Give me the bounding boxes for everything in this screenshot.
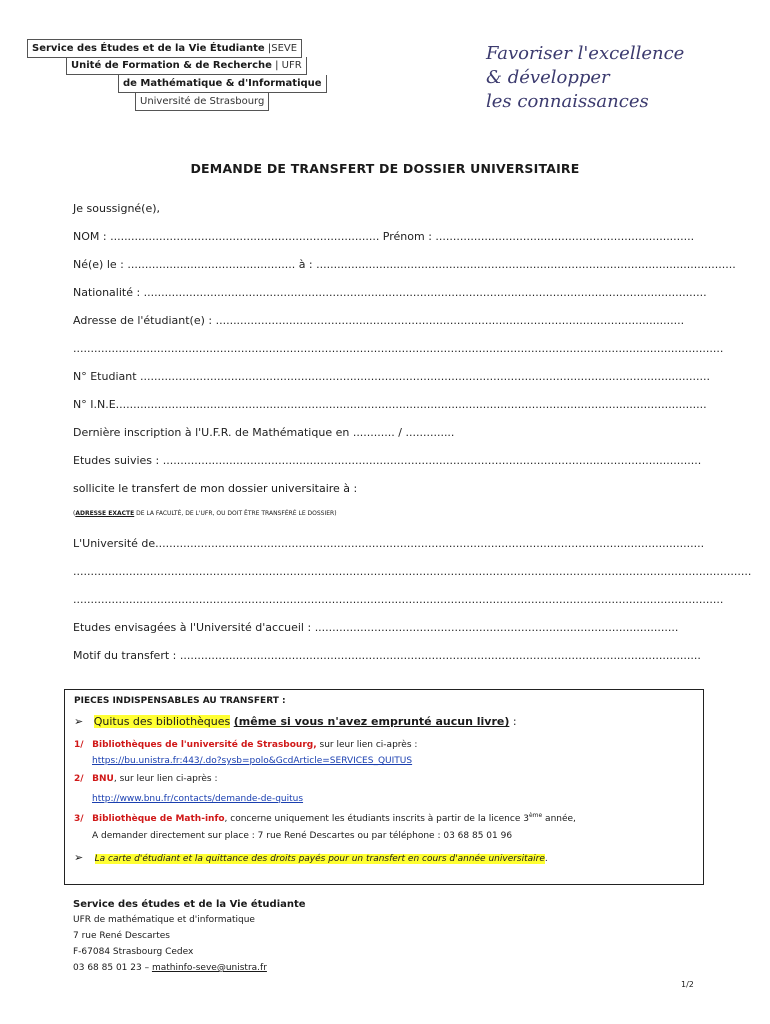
- header-ufr: UFR: [281, 60, 302, 71]
- item-3-line-2: A demander directement sur place : 7 rue René Descartes ou par téléphone : 03 68 85 01 96: [92, 831, 513, 841]
- motto-line-2: & développer: [486, 67, 610, 88]
- footer-title: Service des études et de la Vie étudiante: [73, 899, 306, 910]
- item-3-rest: , concerne uniquement les étudiants inscrits à partir de la licence 3: [224, 814, 529, 824]
- nationality-field[interactable]: Nationalité : .................................................................................................................................................................: [73, 286, 707, 299]
- footer-contact: [73, 963, 267, 973]
- arrow-icon: ➢: [74, 715, 84, 728]
- address-field-2[interactable]: ..........................................................................................................................................................................................: [73, 342, 724, 355]
- header-line-3: [118, 75, 327, 93]
- quitus-note: (même si vous n'avez emprunté aucun livre): [233, 715, 510, 728]
- documents-heading: PIECES INDISPENSABLES AU TRANSFERT :: [74, 696, 286, 706]
- item-3-number: 3/: [74, 814, 84, 824]
- quitus-label: Quitus des bibliothèques: [93, 715, 231, 728]
- address-note-rest: DE LA FACULTÉ, DE L'UFR, OU DOIT ÊTRE TRANSFÉRÉ LE DOSSIER: [134, 510, 335, 517]
- nom-field[interactable]: NOM : ............................................................................. Prénom : ..........................................................................: [73, 230, 695, 243]
- footer-email[interactable]: mathinfo-seve@unistra.fr: [151, 963, 267, 973]
- address-note: (ADRESSE EXACTE DE LA FACULTÉ, DE L'UFR, OU DOIT ÊTRE TRANSFÉRÉ LE DOSSIER): [73, 510, 337, 517]
- header-ufr-name: Unité de Formation & de Recherche: [71, 60, 272, 71]
- page-number: 1/2: [681, 980, 694, 989]
- motto-line-1: Favoriser l'excellence: [486, 43, 685, 64]
- request-text: sollicite le transfert de mon dossier universitaire à :: [73, 482, 358, 495]
- address-field[interactable]: Adresse de l'étudiant(e) : ......................................................................................................................................: [73, 314, 685, 327]
- ine-field[interactable]: N° I.N.E.........................................................................................................................................................................: [73, 398, 707, 411]
- item-2: [74, 774, 218, 784]
- header-line-1: Service des Études et de la Vie Étudiante |SEVE: [27, 39, 302, 58]
- carte-text: La carte d'étudiant et la quittance des droits payés pour un transfert en cours d'année universitaire: [94, 854, 545, 864]
- header-line-2: Unité de Formation & de Recherche | UFR: [66, 57, 307, 75]
- item-1-number: 1/: [74, 740, 84, 750]
- item-2-number: 2/: [74, 774, 84, 784]
- university-field-2[interactable]: ..................................................................................................................................................................................................: [73, 565, 752, 578]
- header-faculty: de Mathématique & d'Informatique: [123, 78, 322, 89]
- arrow-icon: ➢: [74, 851, 84, 864]
- carte-end: .: [544, 854, 548, 864]
- intro-text: Je soussigné(e),: [73, 202, 161, 215]
- carte-line: [74, 851, 548, 864]
- item-1-title: Bibliothèques de l'université de Strasbourg,: [92, 740, 317, 750]
- reason-field[interactable]: Motif du transfert : .....................................................................................................................................................: [73, 649, 701, 662]
- university-field[interactable]: L'Université de.............................................................................................................................................................: [73, 537, 705, 550]
- motto-line-3: les connaissances: [486, 91, 649, 112]
- item-2-title: BNU: [92, 774, 114, 784]
- required-documents-box: [64, 689, 704, 885]
- header-seve: SEVE: [271, 43, 298, 54]
- item-1-rest: sur leur lien ci-après :: [316, 740, 418, 750]
- quitus-end: :: [509, 715, 517, 728]
- quitus-line: [74, 715, 517, 728]
- item-3-sup: ème: [528, 812, 543, 819]
- studies-field[interactable]: Etudes suivies : ..........................................................................................................................................................: [73, 454, 702, 467]
- footer-phone: 03 68 85 01 23 –: [73, 963, 152, 973]
- footer-street: 7 rue René Descartes: [73, 931, 170, 941]
- university-field-3[interactable]: ..........................................................................................................................................................................................: [73, 593, 724, 606]
- item-3: [74, 812, 576, 824]
- item-1: [74, 740, 417, 750]
- item-3-end: année,: [542, 814, 576, 824]
- item-2-rest: , sur leur lien ci-après :: [113, 774, 218, 784]
- header-university: Université de Strasbourg: [140, 96, 265, 107]
- birth-field[interactable]: Né(e) le : ................................................ à : ........................................................................................................................: [73, 258, 736, 271]
- footer-ufr: UFR de mathématique et d'informatique: [73, 915, 255, 925]
- item-3-title: Bibliothèque de Math-info: [92, 814, 225, 824]
- footer-city: F-67084 Strasbourg Cedex: [73, 947, 194, 957]
- header-service-name: Service des Études et de la Vie Étudiante: [32, 43, 265, 54]
- page-title: DEMANDE DE TRANSFERT DE DOSSIER UNIVERSITAIRE: [190, 161, 580, 176]
- item-1-link[interactable]: https://bu.unistra.fr:443/.do?sysb=polo&GcdArticle=SERVICES_QUITUS: [92, 756, 413, 766]
- student-number-field[interactable]: N° Etudiant ...................................................................................................................................................................: [73, 370, 710, 383]
- target-studies-field[interactable]: Etudes envisagées à l'Université d'accueil : ........................................................................................................: [73, 621, 679, 634]
- last-inscription-field[interactable]: Dernière inscription à l'U.F.R. de Mathématique en ............ / ..............: [73, 426, 455, 439]
- header-line-4: [135, 93, 269, 111]
- item-2-link[interactable]: http://www.bnu.fr/contacts/demande-de-quitus: [92, 794, 304, 804]
- address-note-bold: ADRESSE EXACTE: [75, 510, 135, 517]
